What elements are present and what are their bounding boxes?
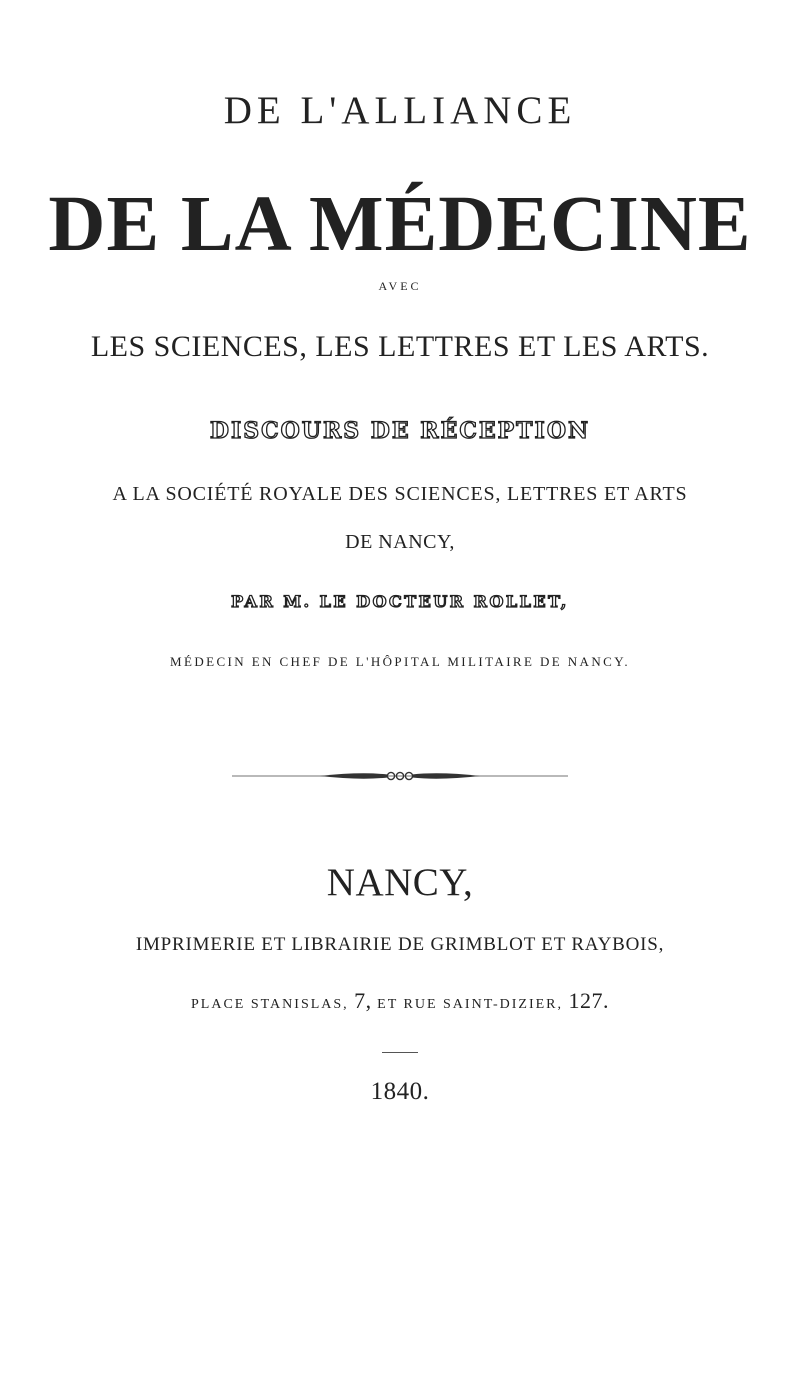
ornament-divider-icon bbox=[230, 766, 570, 786]
main-title: DE LA MÉDECINE bbox=[48, 181, 752, 268]
address-part-2: ET RUE SAINT-DIZIER, bbox=[377, 997, 563, 1012]
society-line: A LA SOCIÉTÉ ROYALE DES SCIENCES, LETTRES ET ARTS bbox=[112, 483, 688, 505]
society-city: DE NANCY, bbox=[345, 531, 455, 553]
imprint-publisher: IMPRIMERIE ET LIBRAIRIE DE GRIMBLOT ET RAYBOIS, bbox=[135, 934, 665, 955]
address-number-1: 7, bbox=[354, 988, 372, 1013]
address-number-2: 127. bbox=[568, 988, 609, 1013]
title-conjunction: AVEC bbox=[378, 279, 422, 293]
author-line: PAR M. LE DOCTEUR ROLLET, bbox=[231, 592, 569, 611]
imprint-address bbox=[0, 988, 800, 1014]
author-title: MÉDECIN EN CHEF DE L'HÔPITAL MILITAIRE DE NANCY. bbox=[170, 654, 630, 669]
short-rule bbox=[382, 1052, 418, 1053]
discourse-heading: DISCOURS DE RÉCEPTION bbox=[209, 418, 591, 444]
address-part-1: PLACE STANISLAS, bbox=[191, 997, 349, 1012]
title-line-1: DE L'ALLIANCE bbox=[223, 89, 577, 132]
imprint-year: 1840. bbox=[370, 1078, 430, 1105]
subtitle: LES SCIENCES, LES LETTRES ET LES ARTS. bbox=[90, 330, 710, 363]
imprint-city: NANCY, bbox=[326, 861, 474, 904]
